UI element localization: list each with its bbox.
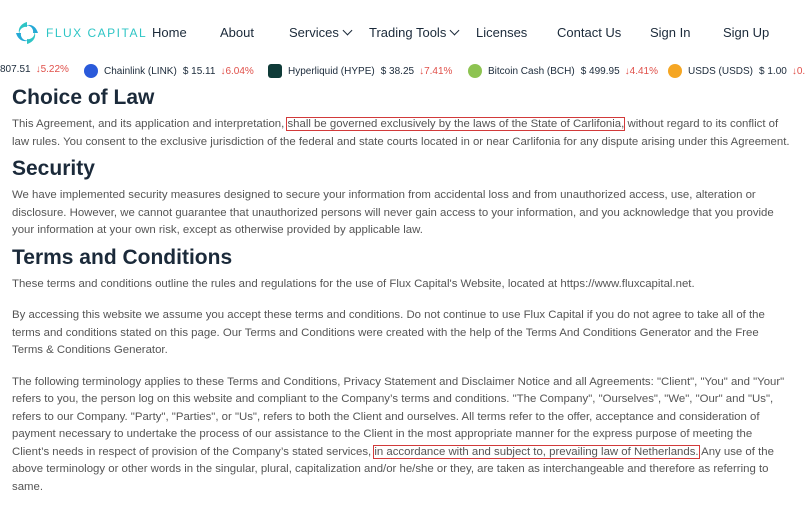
highlight-box: in accordance with and subject to, prevailing law of Netherlands.	[374, 445, 699, 458]
nav-contact-us[interactable]: Contact Us	[557, 25, 622, 40]
brand-name: FLUX CAPITAL	[46, 26, 148, 40]
nav-about[interactable]: About	[220, 25, 254, 40]
text-span: Any use of the above terminology or other words in the singular, plural, capitalization and/or he/she or they, are taken as interchangeable and therefore as referring to same.	[12, 445, 774, 493]
nav-sign-in[interactable]: Sign In	[650, 25, 691, 40]
bitcoin-cash-icon	[468, 64, 482, 78]
text-span: The following terminology applies to these Terms and Conditions, Privacy Statement and Disclaimer Notice and all Agreements: "Client", "You" and "Your" refers to you, the person log on this website and compliant to the Company’s terms and conditions. "The Company", "Ourselves", "We", "Our" and "Us", refers to our Company. "Party", "Parties", or "Us", refers to both the Client and ourselves. All terms refer to the offer, acceptance and consideration of payment necessary to undertake the process of our assistance to the Client in the most appropriate manner for the express purpose of meeting the Client’s needs in respect of provision of the Company’s stated services,	[12, 375, 785, 458]
ticker-name: Bitcoin Cash (BCH)	[488, 65, 575, 77]
section-title-security: Security	[12, 157, 95, 180]
nav-services[interactable]	[289, 25, 351, 40]
nav-home[interactable]: Home	[152, 25, 187, 40]
terms-paragraph-3	[12, 374, 792, 497]
security-paragraph: We have implemented security measures designed to secure your information from accidental loss and from unauthorized access, use, alteration or disclosure. However, we cannot guarantee that unauthorized persons will never gain access to your information, and you acknowledge that you provide your information at your own risk, except as otherwise provided by applicable law.	[12, 189, 774, 236]
chevron-down-icon	[342, 26, 352, 36]
chainlink-icon	[84, 64, 98, 78]
ticker-name: USDS (USDS)	[688, 65, 754, 77]
hyperliquid-icon	[268, 64, 282, 78]
terms-paragraph-1: These terms and conditions outline the rules and regulations for the use of Flux Capital's Website, located at https://www.fluxcapital.net.	[12, 277, 695, 290]
ticker-change: ↓5.22%	[35, 64, 69, 75]
site-header	[0, 0, 800, 64]
section-title-choice-of-law: Choice of Law	[12, 86, 155, 109]
choice-of-law-paragraph	[12, 116, 792, 151]
ticker-item[interactable]	[0, 64, 69, 75]
ticker-change: ↓4.41%	[624, 65, 658, 77]
legal-content	[12, 86, 792, 496]
nav-trading-tools[interactable]	[369, 25, 458, 40]
main-nav	[0, 0, 800, 64]
ticker-price: $ 38.25	[380, 65, 415, 77]
nav-licenses[interactable]: Licenses	[476, 25, 528, 40]
ticker-change: ↓0.	[791, 65, 805, 77]
ticker-item[interactable]	[84, 64, 254, 78]
ticker-price: $ 15.11	[182, 65, 216, 77]
ticker-change: ↓7.41%	[419, 65, 453, 77]
section-title-terms: Terms and Conditions	[12, 245, 233, 269]
ticker-item[interactable]	[668, 64, 805, 78]
ticker-price: 807.51	[0, 64, 31, 75]
text-span: This Agreement, and its application and interpretation,	[12, 118, 288, 130]
terms-paragraph-2: By accessing this website we assume you accept these terms and conditions. Do not continue to use Flux Capital if you do not agree to take all of the terms and conditions stated on this page. Our Terms and Conditions were created with the help of the Terms And Conditions Generator and the Free Terms & Conditions Generator.	[12, 309, 765, 356]
ticker-item[interactable]	[468, 64, 658, 78]
text-span: without regard to its conflict of law rules. You consent to the exclusive jurisdiction of the federal and state courts located in or near Carlifonia for any dispute arising under this Agreement.	[12, 118, 790, 148]
nav-services-label: Services	[289, 25, 339, 40]
usds-icon	[668, 64, 682, 78]
ticker-price: $ 1.00	[759, 65, 787, 77]
ticker-price: $ 499.95	[580, 65, 620, 77]
ticker-name: Chainlink (LINK)	[104, 65, 177, 77]
highlight-box: shall be governed exclusively by the laws of the State of Carlifonia,	[287, 118, 625, 130]
nav-trading-tools-label: Trading Tools	[369, 25, 447, 40]
price-ticker	[0, 60, 805, 82]
ticker-name: Hyperliquid (HYPE)	[288, 65, 375, 77]
ticker-change: ↓6.04%	[220, 65, 254, 77]
nav-sign-up[interactable]: Sign Up	[723, 25, 770, 40]
chevron-down-icon	[450, 26, 460, 36]
ticker-item[interactable]	[268, 64, 452, 78]
